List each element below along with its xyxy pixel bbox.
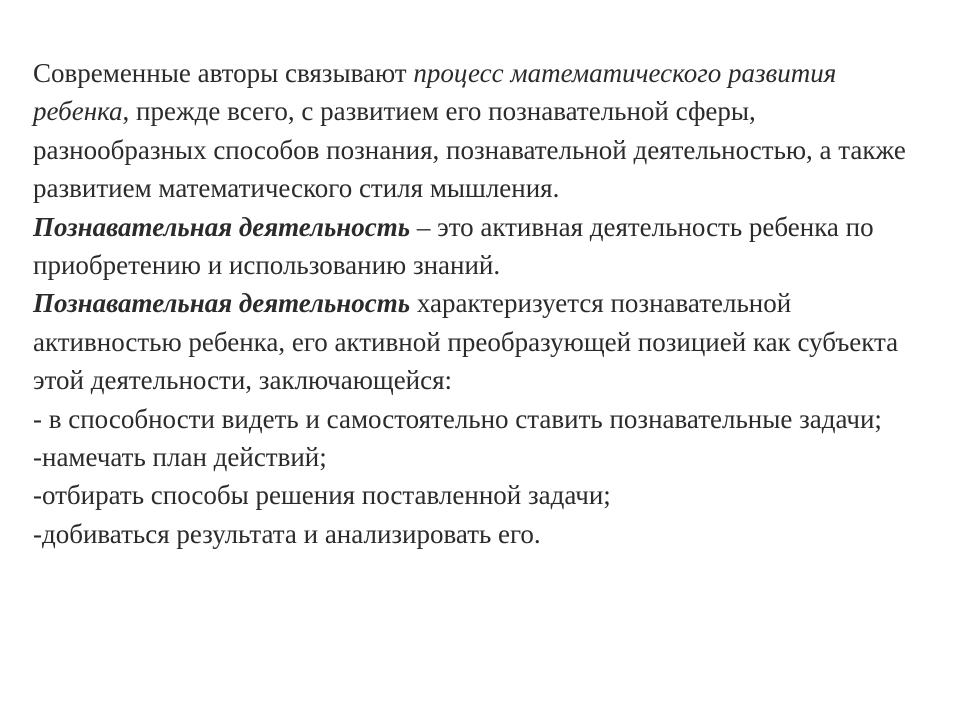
list-item-1: - в способности видеть и самостоятельно ставить познавательные задачи; xyxy=(33,403,882,434)
intro-paragraph xyxy=(33,54,933,208)
list-item-4: -добиваться результата и анализировать его. xyxy=(33,518,541,549)
definition-term: Познавательная деятельность xyxy=(33,211,411,242)
list-item-3: -отбирать способы решения поставленной задачи; xyxy=(33,480,611,511)
intro-rest-text: , прежде всего, с развитием его познавательной сферы, разнообразных способов познания, познавательной деятельностью, а также развитием математического стиля мышления. xyxy=(33,96,906,204)
list-item-2: -намечать план действий; xyxy=(33,442,327,473)
characteristics-paragraph xyxy=(33,284,933,399)
intro-emphasis-text: процесс математического развития ребенка xyxy=(33,58,837,127)
characteristics-term: Познавательная деятельность xyxy=(33,288,411,319)
intro-lead-text: Современные авторы связывают xyxy=(33,58,414,88)
characteristics-text: характеризуется познавательной активностью ребенка, его активной преобразующей позицией как субъекта этой деятельности, заключающейся: xyxy=(33,288,899,396)
slide-text-body xyxy=(33,54,933,553)
definition-paragraph xyxy=(33,208,933,285)
definition-text: – это активная деятельность ребенка по приобретению и использованию знаний. xyxy=(33,211,874,281)
